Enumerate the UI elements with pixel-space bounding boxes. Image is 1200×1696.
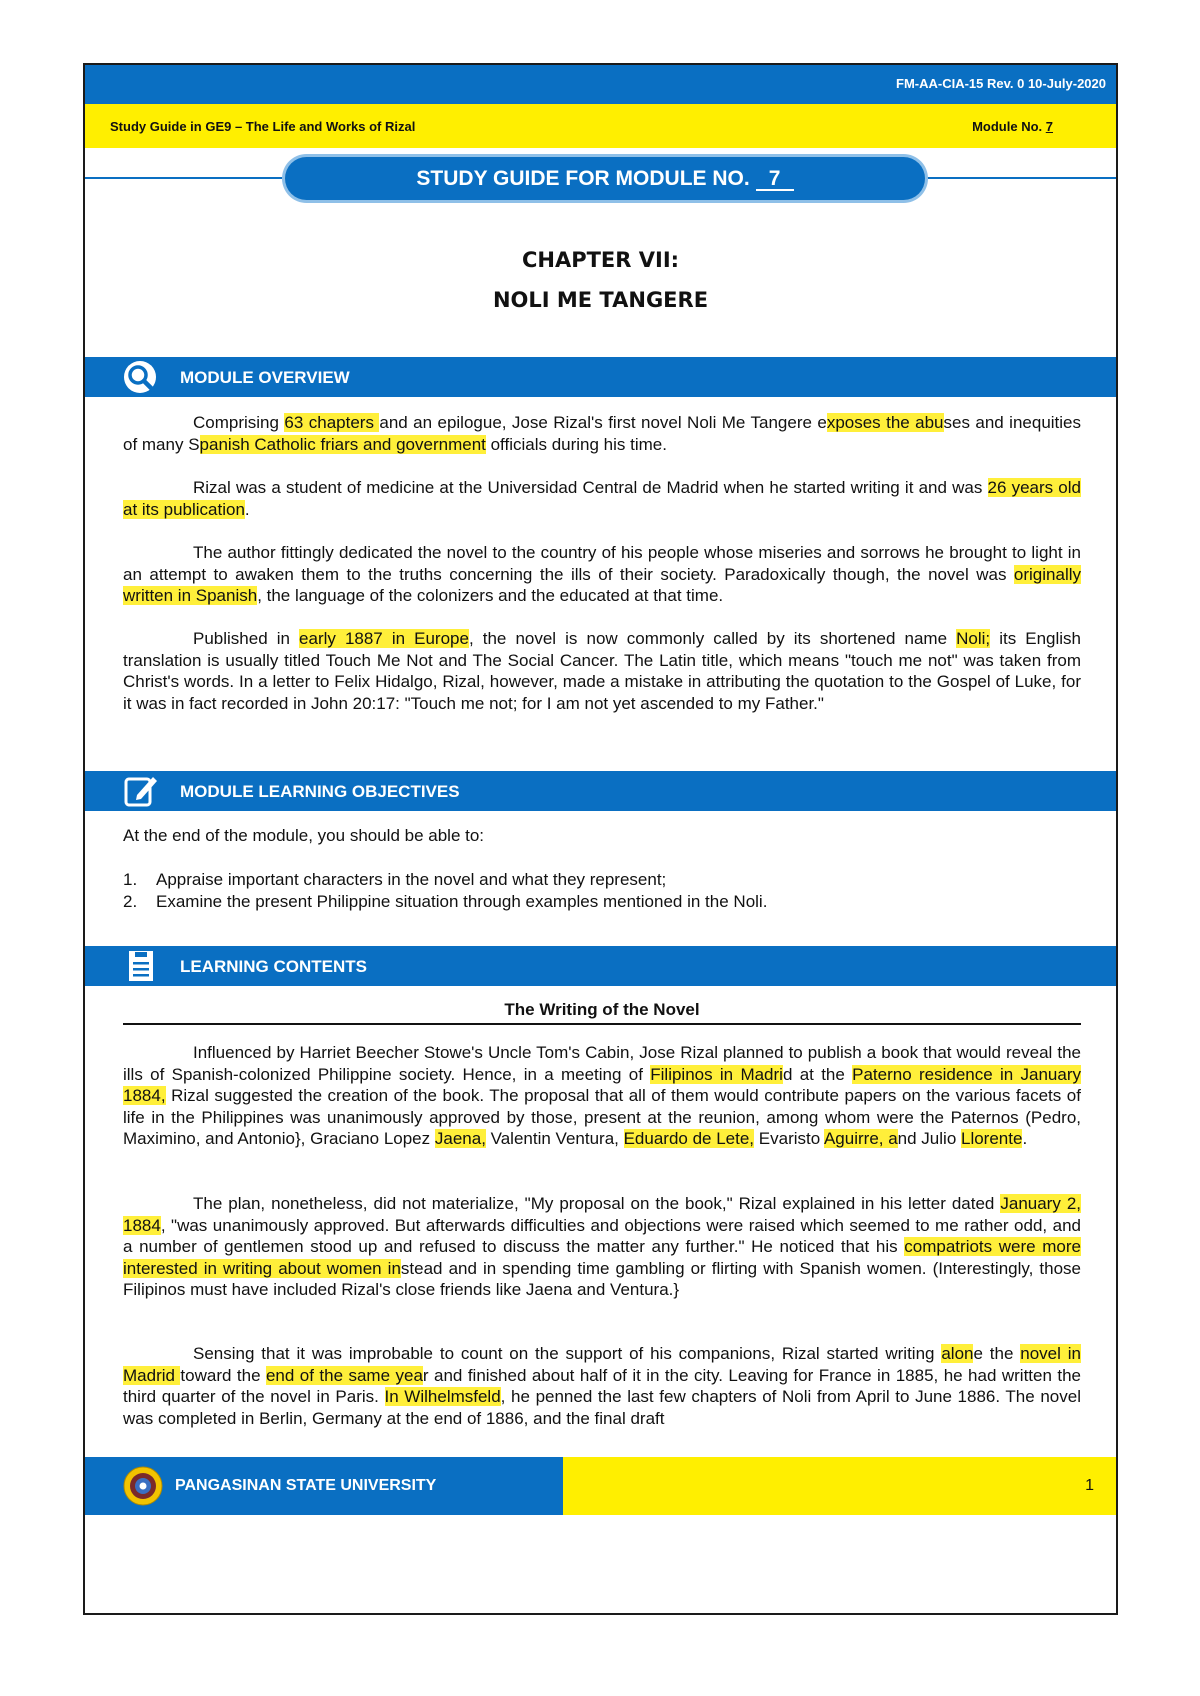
chapter-number: CHAPTER VII: (521, 248, 680, 272)
text-run: e the (973, 1344, 1021, 1363)
highlighted-text: early 1887 in Europe (299, 629, 469, 648)
text-run: , he penned the last few chapters of Noli from April to June 1886. The novel was completed in Berlin, Germany at the end of 1886, and the final draft (123, 1387, 1081, 1428)
text-run: ses and inequities of many S (123, 413, 1082, 454)
overview-paragraph (123, 477, 1081, 520)
text-run: . (1022, 1129, 1028, 1148)
highlighted-text: 63 chapters (284, 413, 380, 432)
text-run: d at the (782, 1064, 853, 1084)
page-number: 1 (1085, 1477, 1094, 1494)
study-guide-banner (285, 157, 925, 200)
highlighted-text: 26 years old at its publication (123, 478, 1081, 519)
objectives-intro: At the end of the module, you should be able to: (123, 826, 485, 845)
document-page (83, 63, 1118, 1615)
text-run: and an epilogue, Jose Rizal's first novel Noli Me Tangere e (379, 413, 827, 432)
overview-paragraph (123, 542, 1081, 607)
highlighted-text: xposes the abu (826, 413, 944, 432)
document-icon (123, 948, 159, 984)
contents-paragraph (123, 1042, 1081, 1150)
text-run: officials during his time. (485, 434, 667, 454)
course-header-bar (85, 104, 1116, 148)
text-run: Influenced by Harriet Beecher Stowe's Uncle Tom's Cabin, Jose Rizal planned to publish a book that would reveal the ills of Spanish-colonized Philippine society. Hence, in a meeting of (123, 1043, 1081, 1084)
text-run: Valentin Ventura, (485, 1129, 624, 1148)
university-seal-icon (123, 1466, 163, 1506)
text-run: its English translation is usually titled Touch Me Not and The Social Cancer. The Latin title, which means "touch me not" was taken from Christ's words. In a letter to Felix Hidalgo, Rizal, however, made a mistake in attributing the quotation to the Gospel of Luke, for it was in fact recorded in John 20:17: "Touch me not; for I am not yet ascended to my Father." (123, 629, 1082, 713)
overview-paragraph (123, 628, 1081, 714)
subsection-rule (123, 1023, 1081, 1025)
highlighted-text: end of the same yea (265, 1365, 423, 1385)
highlighted-text: Noli; (956, 629, 991, 648)
text-run: , the novel is now commonly called by its shortened name (468, 629, 957, 648)
text-run: stead and in spending time gambling or flirting with Spanish women. (Interestingly, those Filipinos must have included Rizal's close friends like Jaena and Ventura.} (123, 1258, 1082, 1299)
text-run: Rizal suggested the creation of the book. The proposal that all of them would contribute papers on the various facets of life in the Philippines was unanimously approved by those, present at the reunion, among whom were the Paternos (Pedro, Maximino, and Antonio}, Graciano Lopez (123, 1086, 1081, 1148)
form-code-bar (85, 65, 1116, 104)
text-run: r and finished about half of it in the city. Leaving for France in 1885, he had written the third quarter of the novel in Paris. (123, 1365, 1082, 1406)
text-run: nd Julio (897, 1129, 961, 1148)
text-run: Rizal was a student of medicine at the Universidad Central de Madrid when he started writing it and was (193, 478, 988, 497)
section-heading: LEARNING CONTENTS (180, 957, 367, 976)
text-run: , the language of the colonizers and the educated at that time. (257, 586, 724, 605)
form-code: FM-AA-CIA-15 Rev. 0 10-July-2020 (896, 76, 1106, 91)
highlighted-text: compatriots were more interested in writing about women in (123, 1237, 1081, 1278)
edit-icon (123, 773, 159, 809)
footer-page-bar (563, 1457, 1116, 1515)
text-run: Comprising (193, 413, 285, 432)
text-run: , "was unanimously approved. But afterwards difficulties and objections were raised which seemed to me rather odd, and a number of gentlemen stood up and refused to discuss the matter any further." He noticed that his (123, 1215, 1081, 1256)
text-run: The author fittingly dedicated the novel to the country of his people whose miseries and sorrows he brought to light in an attempt to awaken them to the truths concerning the ills of their society. Paradoxically though, the novel was (123, 543, 1081, 584)
learning-contents-header (85, 946, 1116, 986)
module-number: 7 (1045, 119, 1053, 134)
banner-label: STUDY GUIDE FOR MODULE NO. (416, 167, 750, 190)
text-run: Published in (193, 629, 300, 648)
highlighted-text: panish Catholic friars and government (199, 434, 486, 454)
text-run: Evaristo (754, 1129, 824, 1148)
highlighted-text: novel in Madrid (123, 1344, 1081, 1385)
module-overview-header (85, 357, 1116, 397)
magnifier-icon (123, 359, 159, 395)
section-heading: MODULE LEARNING OBJECTIVES (180, 782, 460, 801)
highlighted-text: January 2, 1884 (123, 1194, 1081, 1235)
text-run: Sensing that it was improbable to count on the support of his companions, Rizal started writing (193, 1344, 942, 1363)
text-run: . (244, 499, 250, 519)
highlighted-text: In Wilhelmsfeld (384, 1387, 501, 1406)
highlighted-text: Aguirre, a (823, 1129, 898, 1148)
chapter-name: NOLI ME TANGERE (492, 288, 709, 312)
contents-paragraph (123, 1343, 1081, 1429)
highlighted-text: Paterno residence in January 1884, (123, 1064, 1081, 1105)
chapter-title (85, 240, 1116, 320)
text-run: toward the (180, 1365, 266, 1385)
objectives-list (123, 869, 1083, 912)
list-item: 1. Appraise important characters in the novel and what they represent; (123, 870, 667, 889)
highlighted-text: Eduardo de Lete, (623, 1129, 755, 1148)
course-title: Study Guide in GE9 – The Life and Works of Rizal (110, 119, 416, 134)
module-number-label: Module No. 7 (972, 119, 1053, 134)
highlighted-text: Llorente (961, 1129, 1023, 1148)
text-run: The plan, nonetheless, did not materialize, "My proposal on the book," Rizal explained in his letter dated (193, 1194, 1001, 1213)
footer-university-name: PANGASINAN STATE UNIVERSITY (175, 1477, 437, 1494)
highlighted-text: Filipinos in Madri (650, 1064, 783, 1084)
subsection-title: The Writing of the Novel (504, 1000, 700, 1019)
contents-paragraph (123, 1193, 1081, 1301)
section-heading: MODULE OVERVIEW (180, 368, 350, 387)
banner-module-number: 7 (756, 169, 794, 191)
list-item: 2. Examine the present Philippine situation through examples mentioned in the Noli. (123, 891, 768, 911)
overview-paragraph (123, 412, 1081, 455)
highlighted-text: Jaena, (434, 1129, 486, 1148)
learning-objectives-header (85, 771, 1116, 811)
highlighted-text: alon (941, 1344, 974, 1363)
highlighted-text: originally written in Spanish (123, 564, 1081, 605)
